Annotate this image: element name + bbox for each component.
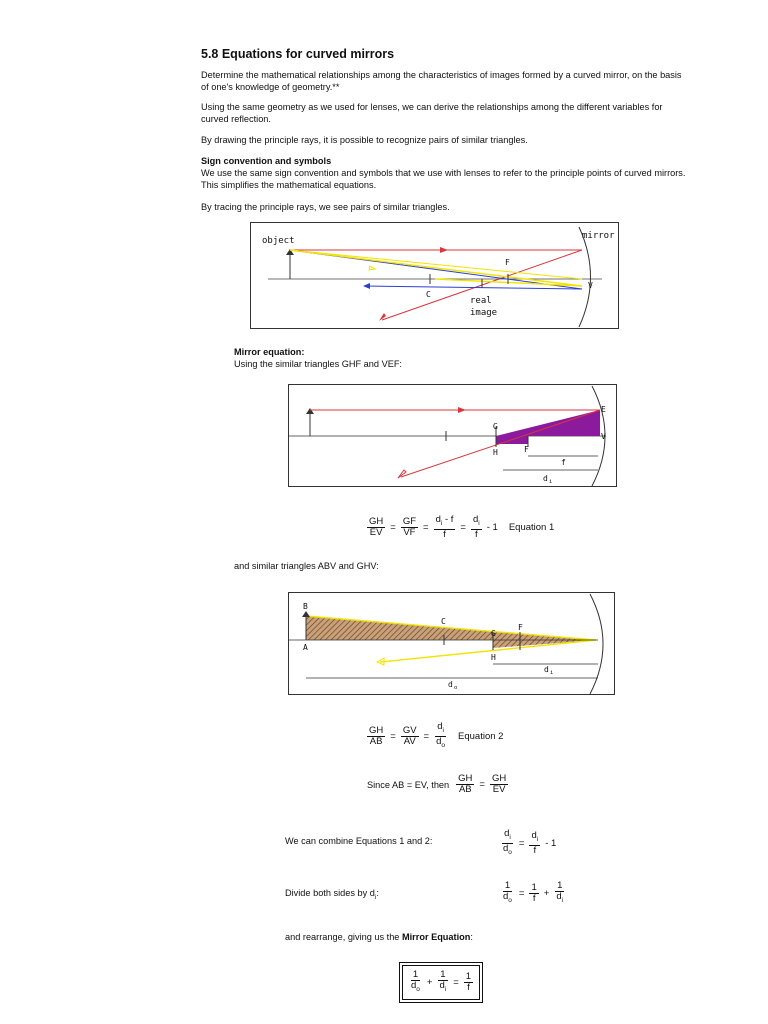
point-b-label: B <box>303 602 308 611</box>
point-g-label-3: G <box>491 629 496 638</box>
point-f-label-3: F <box>518 623 523 632</box>
image-distance-label: d <box>543 474 548 483</box>
svg-text:i: i <box>550 670 554 676</box>
object-label: object <box>262 236 295 246</box>
mirror-equation-heading: Mirror equation: <box>234 347 305 357</box>
real-label: real <box>470 296 492 306</box>
mirror-label: mirror <box>582 231 615 241</box>
ray-diagram-3 <box>288 592 616 696</box>
equation-2: $\frac{GH}{AB}$ = $\frac{GV}{AV}$ = $\frac{d_i}{d_o}$ Equation 2 <box>369 721 504 749</box>
equation-1: $\frac{GH}{EV}$ = $\frac{GF}{VF}$ = $\frac{d_i - f}{f}$ = $\frac{d_i}{f}$ - 1 Equation 1 <box>369 514 555 540</box>
sign-convention-heading: Sign convention and symbols <box>201 156 332 166</box>
svg-text:o: o <box>454 685 458 691</box>
rearrange-text: and rearrange, giving us the Mirror Equation: <box>285 932 473 942</box>
image-distance-label-3: d <box>544 665 549 674</box>
since-ab-ev: Since AB = EV, then $\frac{GH}{AB}$ = $\frac{GH}{EV}$ <box>367 773 507 795</box>
page-title: 5.8 Equations for curved mirrors <box>201 47 395 61</box>
triangles-ghf-vef-text: Using the similar triangles GHF and VEF: <box>234 359 402 369</box>
divided-equation: $\frac{1}{d_o}$ = $\frac{1}{f}$ + $\frac{1}{d_i}$ <box>503 880 564 904</box>
mirror-equation-box <box>399 962 483 1003</box>
point-e-label: E <box>601 405 606 414</box>
focal-length-label: f <box>561 458 566 467</box>
point-v-label: V <box>601 432 606 441</box>
tracing-paragraph: By tracing the principle rays, we see pairs of similar triangles. <box>201 202 450 212</box>
svg-text:i: i <box>549 479 553 485</box>
divide-text: Divide both sides by $d_i$: <box>285 888 379 901</box>
point-f-label: F <box>524 445 529 454</box>
equation-1-label: Equation 1 <box>508 521 555 533</box>
intro-paragraph: Determine the mathematical relationships among the characteristics of images formed by a curved mirror, on the basis of one's knowledge of geometry.** <box>201 70 682 92</box>
focal-point-label: F <box>505 258 510 267</box>
principle-rays-paragraph: By drawing the principle rays, it is possible to recognize pairs of similar triangles. <box>201 135 528 145</box>
combine-text: We can combine Equations 1 and 2: <box>285 836 433 846</box>
ray-diagram-1 <box>250 222 620 330</box>
point-g-label: G <box>493 422 498 431</box>
sign-convention-text: We use the same sign convention and symbols that we use with lenses to refer to the principle points of curved mirrors. This simplifies the mathematical equations. <box>201 168 686 190</box>
point-h-label-3: H <box>491 653 496 662</box>
vertex-label: V <box>588 281 593 290</box>
ray-diagram-2 <box>288 384 618 488</box>
equation-2-label: Equation 2 <box>458 730 504 742</box>
combined-equation: $\frac{d_i}{d_o}$ = $\frac{d_i}{f}$ - 1 <box>503 828 557 856</box>
mirror-equation: $\frac{1}{d_o}$ + $\frac{1}{d_i}$ = $\frac{1}{f}$ <box>402 965 480 1000</box>
triangles-abv-ghv-text: and similar triangles ABV and GHV: <box>234 561 379 571</box>
point-a-label: A <box>303 643 308 652</box>
image-label: image <box>470 308 498 318</box>
point-h-label: H <box>493 448 498 457</box>
geometry-paragraph: Using the same geometry as we used for lenses, we can derive the relationships among the different variables for curved reflection. <box>201 102 663 124</box>
object-distance-label: d <box>448 680 453 689</box>
center-label: C <box>426 290 431 299</box>
center-c-label: C <box>441 617 446 626</box>
